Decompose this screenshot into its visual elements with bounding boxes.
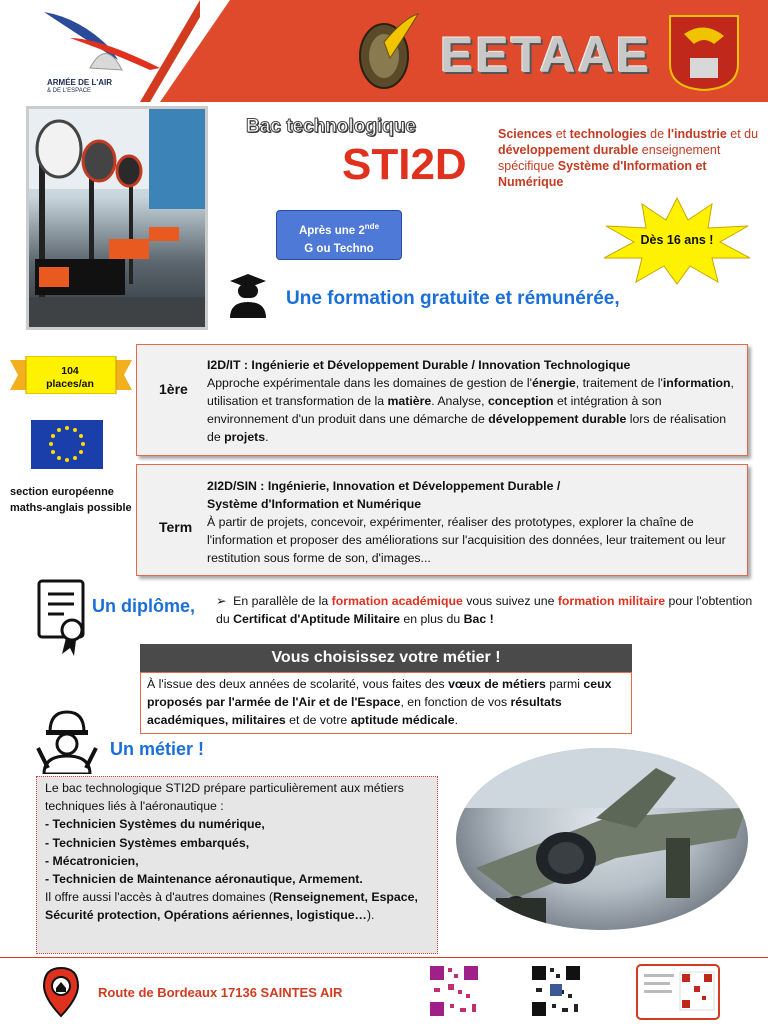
facebook-qr-code-icon[interactable] [530,964,582,1018]
armee-air-logo [40,8,164,80]
prerequisite-banner: Après une 2nde G ou Techno [276,210,402,260]
choose-text: À l'issue des deux années de scolarité, vous faites des vœux de métiers parmi ceux proposés par l'armée de l'Air et de l'Espace, en fonction de vos résultats académiques, militaires et de votre aptitude médicale. [140,672,632,734]
places-count: 104 places/an [46,365,94,390]
program-description: Sciences et technologies de l'industrie et du développement durable enseignement spécifique Système d'Information et Numérique [498,127,759,189]
address: Route de Bordeaux 17136 SAINTES AIR [98,985,343,1000]
level-label: Term [159,519,193,535]
org-line-1: ARMÉE DE L'AIR [47,78,113,87]
choose-title: Vous choisissez votre métier ! [140,644,632,672]
terminal-year-card [136,464,748,576]
list-item: - Technicien de Maintenance aéronautique, Armement. [45,872,363,887]
video-qr-card-icon[interactable] [636,964,720,1020]
location-pin-icon [40,966,82,1018]
org-line-2: & DE L'ESPACE [47,88,92,94]
european-section-note: section européenne maths-anglais possible [10,486,132,514]
job-label: Un métier ! [110,739,205,759]
page-title: STI2D [342,140,467,189]
bac-label: Bac technologique [246,116,416,137]
level-label: 1ère [159,381,188,397]
certificate-icon [36,578,92,656]
fighter-jet-photo [456,748,748,930]
technician-icon [36,708,98,774]
jobs-box: Le bac technologique STI2D prépare particulièrement aux métiers techniques liés à l'aéronautique : - Technicien Systèmes du numérique, - Technicien Systèmes embarqués, - Mécatronicien, - Technicien de Maintenance aéronautique, Armement. Il offre aussi l'accès à d'autres domaines (Renseignement, Espace, Sécurité protection, Opérations aériennes, logistique…). [36,776,438,954]
diploma-text: ➢ En parallèle de la formation académique vous suivez une formation militaire pour l'obtention du Certificat d'Aptitude Militaire en plus du Bac ! [216,594,753,626]
list-item: - Technicien Systèmes du numérique, [45,817,265,832]
graduate-icon [228,272,268,318]
arrow-bullet-icon: ➢ [216,594,227,608]
age-label: Dès 16 ans ! [640,233,714,247]
formation-headline: Une formation gratuite et rémunérée, [286,288,620,309]
unit-insignia-icon [354,12,420,90]
card-body: 2I2D/SIN : Ingénierie, Innovation et Développement Durable / Système d'Information et Numérique À partir de projets, concevoir, expérimenter, réaliser des prototypes, explorer la chaîne de l'information et proposer des améliorations sur l'acquisition des données, leur traitement ou leur restitution sous forme de son, d'images... [207,479,726,565]
list-item: - Mécatronicien, [45,853,139,868]
printers-photo [26,106,208,330]
eu-flag-icon [31,420,103,469]
list-item: - Technicien Systèmes embarqués, [45,835,250,850]
city-coat-of-arms-icon [668,14,740,92]
school-name: EETAAE [440,27,652,83]
first-year-card [136,344,748,456]
diploma-label: Un diplôme, [92,596,195,616]
instagram-qr-code-icon[interactable] [428,964,480,1018]
card-body: I2D/IT : Ingénierie et Développement Durable / Innovation Technologique Approche expérimentale dans les domaines de gestion de l'énergie, traitement de l'information, utilisation et transformation de la matière. Analyse, conception et intégration à son environnement d'un produit dans une démarche de développement durable lors de réalisation de projets. [207,358,734,444]
